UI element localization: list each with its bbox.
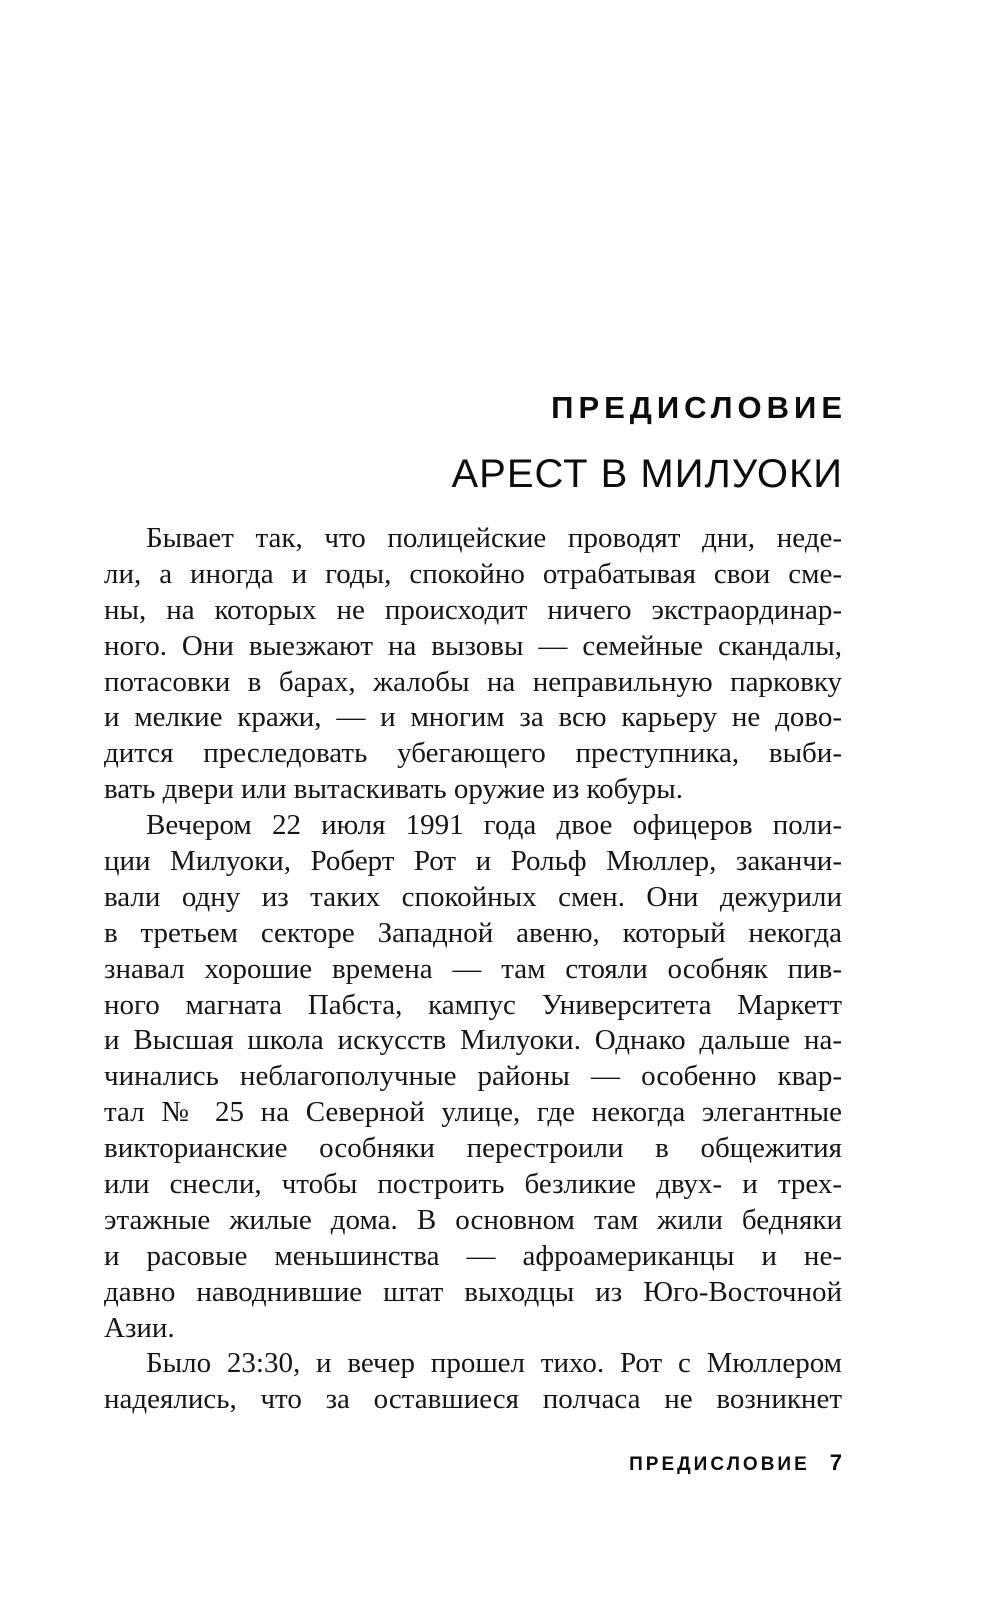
- text-line: этажные жилые дома. В основном там жили бедняки: [104, 1203, 842, 1236]
- text-line: ного. Они выезжают на вызовы — семейные скандалы,: [104, 629, 842, 662]
- text-line: и расовые меньшинства — афроамериканцы и не-: [104, 1239, 842, 1272]
- text-line: Азии.: [104, 1311, 175, 1344]
- text-line: знавал хорошие времена — там стояли особняк пив-: [104, 952, 842, 985]
- text-line: в третьем секторе Западной авеню, который некогда: [104, 916, 842, 949]
- text-line: Бывает так, что полицейские проводят дни, неде-: [146, 522, 842, 554]
- text-line: ны, на которых не происходит ничего экстраординар-: [104, 593, 842, 626]
- text-line: вать двери или вытаскивать оружие из кобуры.: [104, 773, 684, 806]
- text-line: давно наводнившие штат выходцы из Юго-Восточной: [104, 1275, 842, 1308]
- text-line: ции Милуоки, Роберт Рот и Рольф Мюллер, заканчи-: [104, 845, 842, 878]
- text-line: ного магната Пабста, кампус Университета Маркетт: [104, 988, 842, 1021]
- text-line: потасовки в барах, жалобы на неправильную парковку: [104, 665, 842, 698]
- running-head: ПРЕДИСЛОВИЕ: [629, 1454, 810, 1475]
- text-line: и мелкие кражи, — и многим за всю карьеру не дово-: [104, 701, 842, 734]
- text-line: чинались неблагополучные районы — особенно квар-: [104, 1060, 842, 1093]
- text-line: дится преследовать убегающего преступника, выби-: [104, 737, 842, 770]
- text-line: викторианские особняки перестроили в общежития: [104, 1132, 842, 1165]
- text-line: и Высшая школа искусств Милуоки. Однако дальше на-: [104, 1024, 842, 1057]
- chapter-heading: [104, 390, 847, 496]
- text-line: ли, а иногда и годы, спокойно отрабатывая свои сме-: [104, 557, 842, 590]
- text-line: Вечером 22 июля 1991 года двое офицеров поли-: [146, 809, 842, 842]
- page-number: 7: [829, 1450, 842, 1475]
- chapter-kicker: ПРЕДИСЛОВИЕ: [551, 390, 847, 425]
- text-line: надеялись, что за оставшиеся полчаса не возникнет: [104, 1383, 842, 1416]
- chapter-title: АРЕСТ В МИЛУОКИ: [451, 452, 843, 496]
- text-line: или снесли, чтобы построить безликие двух- и трех-: [104, 1168, 842, 1201]
- text-line: Было 23:30, и вечер прошел тихо. Рот с Мюллером: [146, 1347, 842, 1380]
- page-footer: [104, 1451, 842, 1478]
- body-text: [104, 521, 842, 1418]
- text-line: тал № 25 на Северной улице, где некогда элегантные: [104, 1096, 842, 1129]
- text-line: вали одну из таких спокойных смен. Они дежурили: [104, 880, 842, 913]
